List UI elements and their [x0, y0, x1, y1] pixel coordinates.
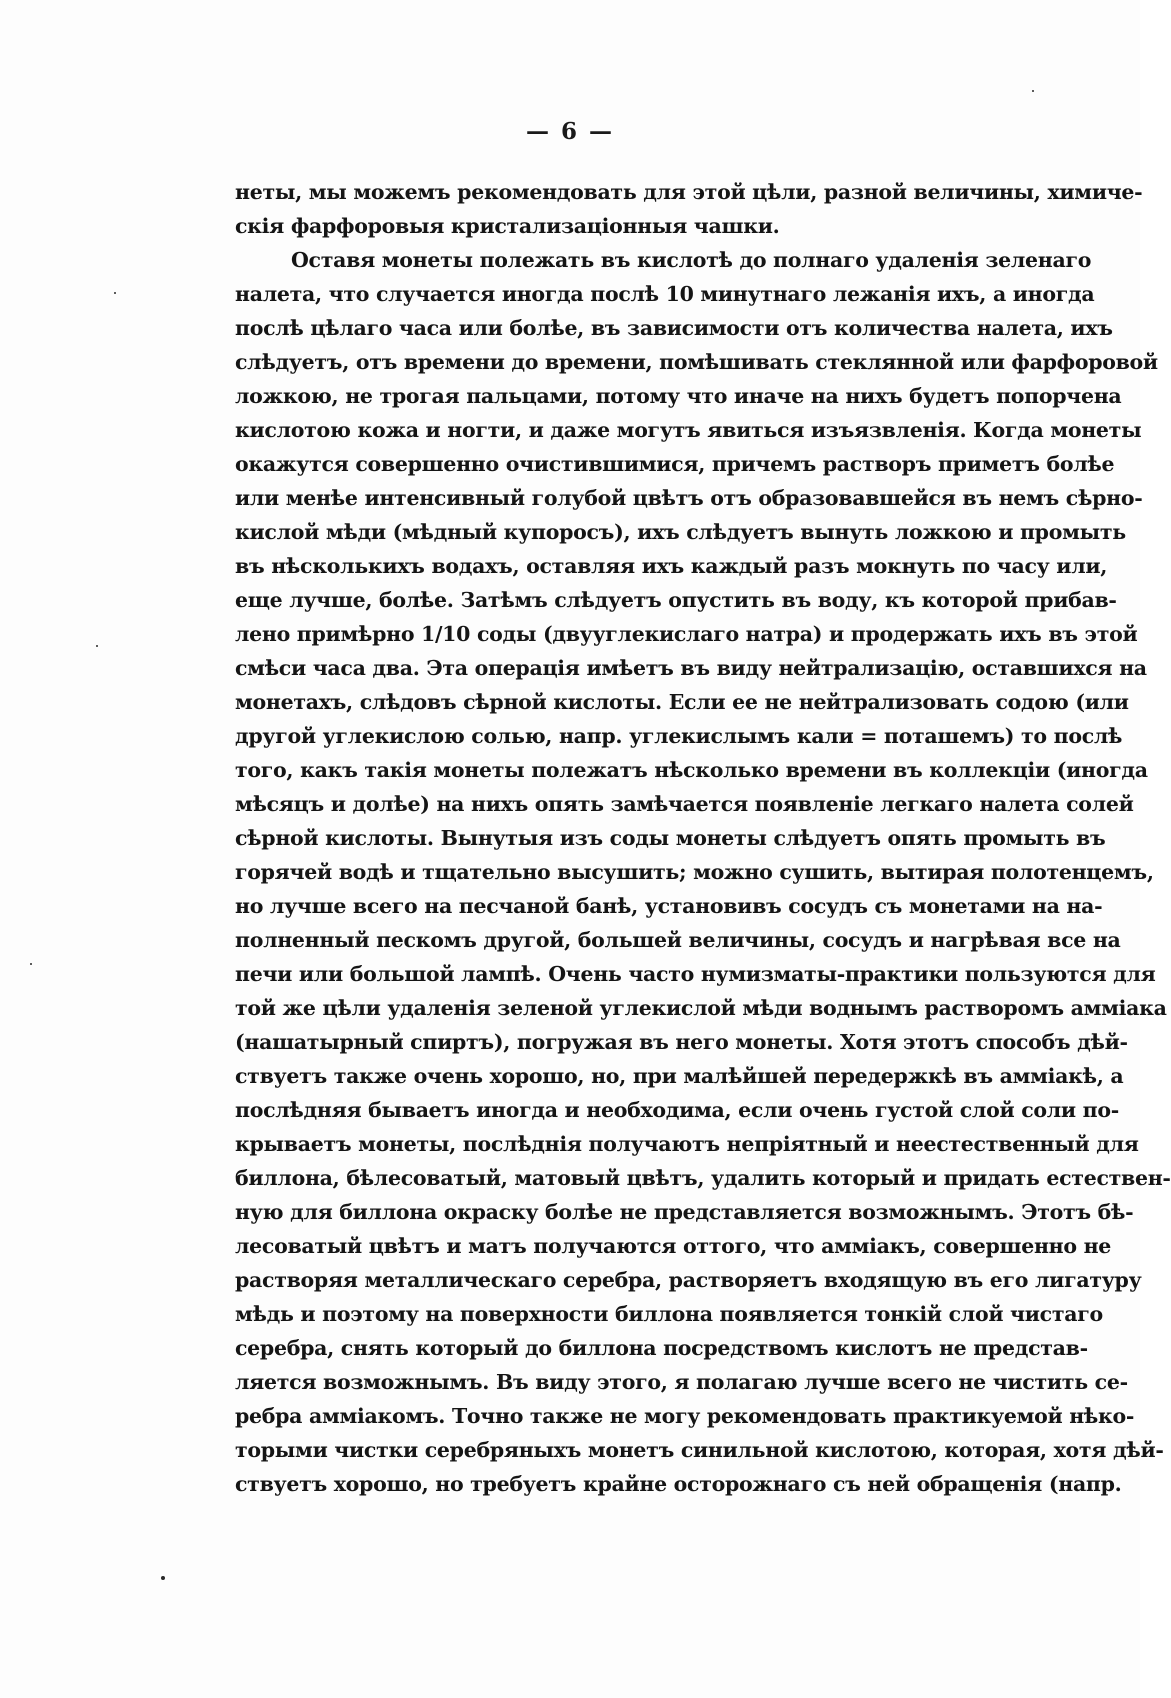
- text-line: ребра амміакомъ. Точно также не могу рекомендовать практикуемой нѣко-: [235, 1404, 1135, 1428]
- text-line: полненный пескомъ другой, большей величины, сосудъ и нагрѣвая все на: [235, 928, 1121, 952]
- text-line: монетахъ, слѣдовъ сѣрной кислоты. Если ее не нейтрализовать содою (или: [235, 690, 1129, 714]
- page-number: — 6 —: [525, 118, 615, 145]
- text-line: послѣ цѣлаго часа или болѣе, въ зависимости отъ количества налета, ихъ: [235, 316, 1113, 340]
- scan-speck: [161, 1576, 165, 1580]
- text-line: лесоватый цвѣтъ и матъ получаются оттого, что амміакъ, совершенно не: [235, 1234, 1112, 1258]
- text-line: сѣрной кислоты. Вынутыя изъ соды монеты слѣдуетъ опять промыть въ: [235, 826, 1106, 850]
- text-line: Оставя монеты полежать въ кислотѣ до полнаго удаленія зеленаго: [291, 248, 1092, 272]
- text-line: горячей водѣ и тщательно высушить; можно сушить, вытирая полотенцемъ,: [235, 860, 1154, 884]
- text-line: кислой мѣди (мѣдный купоросъ), ихъ слѣдуетъ вынуть ложкою и промыть: [235, 520, 1126, 544]
- text-line: мѣсяцъ и долѣе) на нихъ опять замѣчается появленіе легкаго налета солей: [235, 792, 1134, 816]
- text-line: еще лучше, болѣе. Затѣмъ слѣдуетъ опустить въ воду, къ которой прибав-: [235, 588, 1117, 612]
- text-line: (нашатырный спиртъ), погружая въ него монеты. Хотя этотъ способъ дѣй-: [235, 1030, 1128, 1054]
- text-line: неты, мы можемъ рекомендовать для этой цѣли, разной величины, химиче-: [235, 180, 1143, 204]
- text-line: той же цѣли удаленія зеленой углекислой мѣди воднымъ растворомъ амміака: [235, 996, 1167, 1020]
- text-line: ную для биллона окраску болѣе не представляется возможнымъ. Этотъ бѣ-: [235, 1200, 1134, 1224]
- text-line: кислотою кожа и ногти, и даже могутъ явиться изъязвленія. Когда монеты: [235, 418, 1142, 442]
- text-line: ствуетъ также очень хорошо, но, при малѣйшей передержкѣ въ амміакѣ, а: [235, 1064, 1124, 1088]
- text-line: торыми чистки серебряныхъ монетъ синильной кислотою, которая, хотя дѣй-: [235, 1438, 1164, 1462]
- text-line: того, какъ такія монеты полежатъ нѣсколько времени въ коллекціи (иногда: [235, 758, 1148, 782]
- text-line: или менѣе интенсивный голубой цвѣтъ отъ образовавшейся въ немъ сѣрно-: [235, 486, 1143, 510]
- paragraph-cleaning: [235, 243, 1171, 1501]
- scan-speck: [1032, 90, 1034, 92]
- body-text: [235, 175, 1171, 1501]
- text-line: скія фарфоровыя кристализаціонныя чашки.: [235, 214, 780, 238]
- text-line: въ нѣсколькихъ водахъ, оставляя ихъ каждый разъ мокнуть по часу или,: [235, 554, 1108, 578]
- text-line: ствуетъ хорошо, но требуетъ крайне осторожнаго съ ней обращенія (напр.: [235, 1472, 1122, 1496]
- text-line: лено примѣрно 1/10 соды (двууглекислаго натра) и продержать ихъ въ этой: [235, 622, 1138, 646]
- text-line: ляется возможнымъ. Въ виду этого, я полагаю лучше всего не чистить се-: [235, 1370, 1128, 1394]
- text-line: но лучше всего на песчаной банѣ, установивъ сосудъ съ монетами на на-: [235, 894, 1103, 918]
- text-line: окажутся совершенно очистившимися, причемъ растворъ приметъ болѣе: [235, 452, 1115, 476]
- text-line: серебра, снять который до биллона посредствомъ кислотъ не представ-: [235, 1336, 1088, 1360]
- scan-speck: [114, 292, 116, 294]
- text-line: смѣси часа два. Эта операція имѣетъ въ виду нейтрализацію, оставшихся на: [235, 656, 1147, 680]
- text-line: послѣдняя бываетъ иногда и необходима, если очень густой слой соли по-: [235, 1098, 1119, 1122]
- text-line: другой углекислою солью, напр. углекислымъ кали = поташемъ) то послѣ: [235, 724, 1123, 748]
- text-line: растворяя металлическаго серебра, растворяетъ входящую въ его лигатуру: [235, 1268, 1142, 1292]
- text-line: печи или большой лампѣ. Очень часто нумизматы-практики пользуются для: [235, 962, 1156, 986]
- text-line: слѣдуетъ, отъ времени до времени, помѣшивать стеклянной или фарфоровой: [235, 350, 1158, 374]
- text-line: мѣдь и поэтому на поверхности биллона появляется тонкій слой чистаго: [235, 1302, 1103, 1326]
- scan-speck: [30, 963, 32, 965]
- paragraph-continued: [235, 175, 1143, 243]
- scan-speck: [96, 645, 98, 647]
- text-line: налета, что случается иногда послѣ 10 минутнаго лежанія ихъ, а иногда: [235, 282, 1095, 306]
- text-line: биллона, бѣлесоватый, матовый цвѣтъ, удалить который и придать естествен-: [235, 1166, 1171, 1190]
- text-line: ложкою, не трогая пальцами, потому что иначе на нихъ будетъ попорчена: [235, 384, 1122, 408]
- text-line: крываетъ монеты, послѣднія получаютъ непріятный и неестественный для: [235, 1132, 1139, 1156]
